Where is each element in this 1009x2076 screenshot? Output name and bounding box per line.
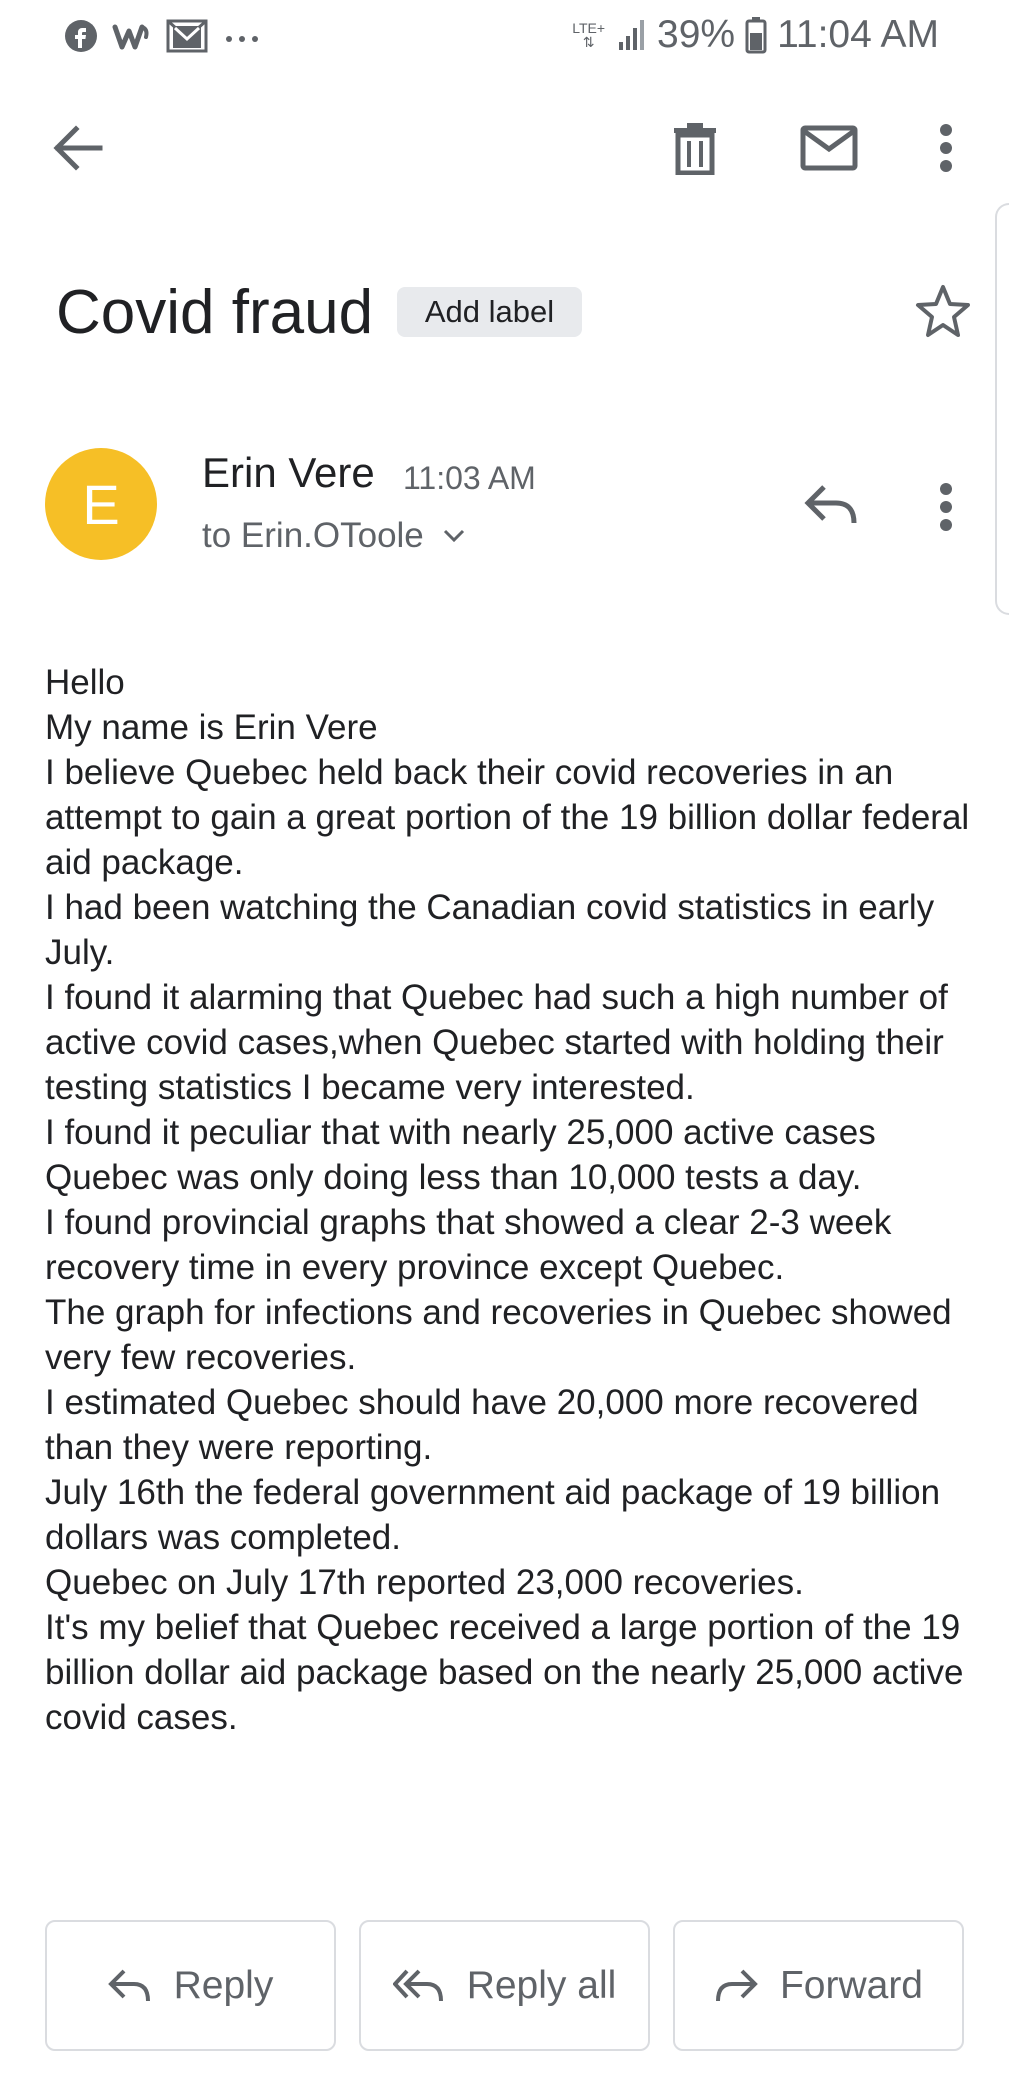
body-line: July 16th the federal government aid package of 19 billion dollars was completed. bbox=[45, 1473, 941, 1557]
recipient-line: to Erin.OToole bbox=[202, 516, 424, 555]
status-bar-notifications bbox=[64, 14, 262, 58]
body-line: I found provincial graphs that showed a clear 2-3 week recovery time in every province except Quebec. bbox=[45, 1203, 892, 1287]
chevron-down-icon bbox=[442, 528, 466, 544]
body-line: Hello bbox=[45, 663, 125, 702]
star-icon bbox=[914, 283, 972, 339]
body-line: Quebec on July 17th reported 23,000 recoveries. bbox=[45, 1563, 804, 1602]
forward-icon bbox=[714, 1968, 758, 2004]
back-icon bbox=[52, 125, 104, 171]
body-line: My name is Erin Vere bbox=[45, 708, 378, 747]
delete-button[interactable] bbox=[657, 108, 733, 188]
back-button[interactable] bbox=[40, 110, 116, 186]
wattpad-icon bbox=[112, 19, 152, 53]
reply-all-button[interactable] bbox=[359, 1920, 650, 2051]
body-line: I believe Quebec held back their covid recoveries in an attempt to gain a great portion of the 19 billion dollar federal aid package. bbox=[45, 753, 970, 882]
body-line: I found it alarming that Quebec had such a high number of active covid cases,when Quebec started with holding their testing statistics I became very interested. bbox=[45, 978, 948, 1107]
forward-button-label: Forward bbox=[779, 1963, 924, 2007]
email-subject: Covid fraud bbox=[56, 278, 374, 347]
mark-unread-icon bbox=[800, 125, 858, 171]
body-line: The graph for infections and recoveries in Quebec showed very few recoveries. bbox=[45, 1293, 952, 1377]
delete-icon bbox=[672, 121, 718, 175]
more-vert-icon bbox=[939, 123, 953, 173]
reply-all-button-label: Reply all bbox=[466, 1963, 617, 2007]
mark-unread-button[interactable] bbox=[791, 110, 867, 186]
reply-button-label: Reply bbox=[173, 1963, 274, 2007]
network-type: LTE+ bbox=[572, 20, 606, 36]
email-body bbox=[45, 660, 980, 1740]
more-options-button[interactable] bbox=[916, 110, 976, 186]
star-button[interactable] bbox=[908, 278, 978, 344]
more-notifications-icon bbox=[222, 19, 262, 53]
sender-name: Erin Vere bbox=[202, 449, 375, 496]
reply-icon-button[interactable] bbox=[795, 470, 867, 540]
status-bar-system bbox=[572, 10, 939, 60]
body-line: It's my belief that Quebec received a large portion of the 19 billion dollar aid package based on the nearly 25,000 active covid cases. bbox=[45, 1608, 964, 1737]
sender-avatar[interactable]: E bbox=[45, 448, 157, 560]
forward-button[interactable] bbox=[673, 1920, 964, 2051]
body-line: I found it peculiar that with nearly 25,000 active cases Quebec was only doing less than 10,000 tests a day. bbox=[45, 1113, 876, 1197]
reply-icon bbox=[804, 483, 858, 527]
reply-button[interactable] bbox=[45, 1920, 336, 2051]
body-line: I estimated Quebec should have 20,000 more recovered than they were reporting. bbox=[45, 1383, 919, 1467]
signal-icon bbox=[617, 18, 647, 52]
facebook-icon bbox=[64, 19, 98, 53]
body-line: I had been watching the Canadian covid statistics in early July. bbox=[45, 888, 935, 972]
reply-all-icon bbox=[393, 1968, 445, 2004]
reply-icon bbox=[108, 1968, 152, 2004]
recipient-details[interactable] bbox=[202, 514, 466, 558]
battery-icon bbox=[745, 16, 767, 54]
clock: 11:04 AM bbox=[777, 13, 939, 56]
battery-percent: 39% bbox=[657, 13, 736, 56]
sent-time: 11:03 AM bbox=[403, 460, 536, 496]
more-vert-icon bbox=[939, 482, 953, 532]
add-label-chip[interactable]: Add label bbox=[397, 287, 582, 337]
gmail-notification-icon bbox=[166, 19, 208, 53]
message-more-button[interactable] bbox=[916, 472, 976, 542]
scrollbar[interactable] bbox=[995, 203, 1009, 615]
data-arrows-icon: ⇅ bbox=[582, 34, 595, 50]
